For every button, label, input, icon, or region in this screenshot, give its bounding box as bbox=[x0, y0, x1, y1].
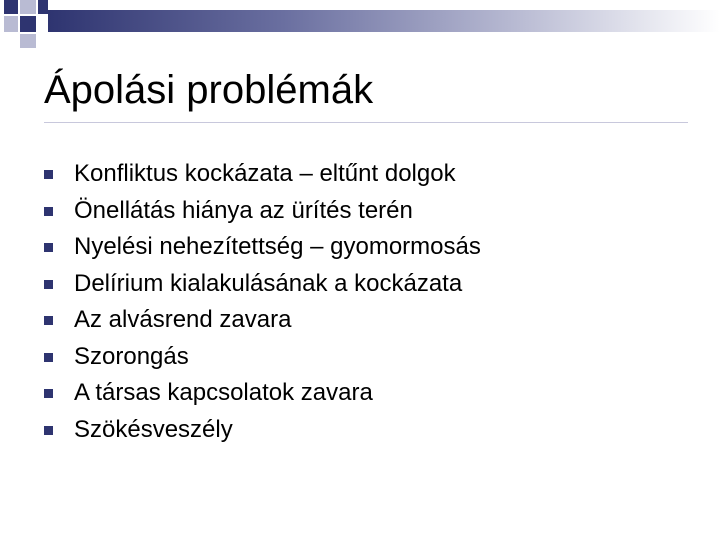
list-item-text: Szökésveszély bbox=[74, 415, 233, 443]
square-bullet-icon bbox=[44, 280, 53, 289]
list-item bbox=[44, 266, 481, 303]
list-item bbox=[44, 302, 481, 339]
square-bullet-icon bbox=[44, 389, 53, 398]
list-item-text: Önellátás hiánya az ürítés terén bbox=[74, 196, 413, 224]
list-item bbox=[44, 339, 481, 376]
decorative-square bbox=[20, 0, 36, 14]
list-item bbox=[44, 156, 481, 193]
square-bullet-icon bbox=[44, 426, 53, 435]
decorative-square bbox=[20, 16, 36, 32]
list-item bbox=[44, 229, 481, 266]
slide-title: Ápolási problémák bbox=[44, 68, 374, 112]
list-item-text: Szorongás bbox=[74, 342, 189, 370]
title-divider bbox=[44, 122, 688, 123]
bullet-list bbox=[44, 156, 481, 448]
decorative-square bbox=[20, 34, 36, 48]
decorative-square bbox=[4, 0, 18, 14]
list-item-text: A társas kapcsolatok zavara bbox=[74, 379, 373, 406]
square-bullet-icon bbox=[44, 353, 53, 362]
list-item bbox=[44, 375, 481, 412]
list-item-text: Az alvásrend zavara bbox=[74, 306, 292, 333]
square-bullet-icon bbox=[44, 316, 53, 325]
list-item-text: Nyelési nehezítettség – gyomormosás bbox=[74, 233, 481, 260]
list-item bbox=[44, 412, 481, 449]
decorative-square bbox=[4, 16, 18, 32]
decorative-square bbox=[38, 0, 48, 14]
list-item-text: Delírium kialakulásának a kockázata bbox=[74, 269, 463, 297]
square-bullet-icon bbox=[44, 170, 53, 179]
square-bullet-icon bbox=[44, 207, 53, 216]
list-item-text: Konfliktus kockázata – eltűnt dolgok bbox=[74, 160, 456, 187]
list-item bbox=[44, 193, 481, 230]
slide-header-decoration bbox=[0, 0, 720, 48]
decorative-gradient-bar bbox=[48, 10, 720, 32]
square-bullet-icon bbox=[44, 243, 53, 252]
